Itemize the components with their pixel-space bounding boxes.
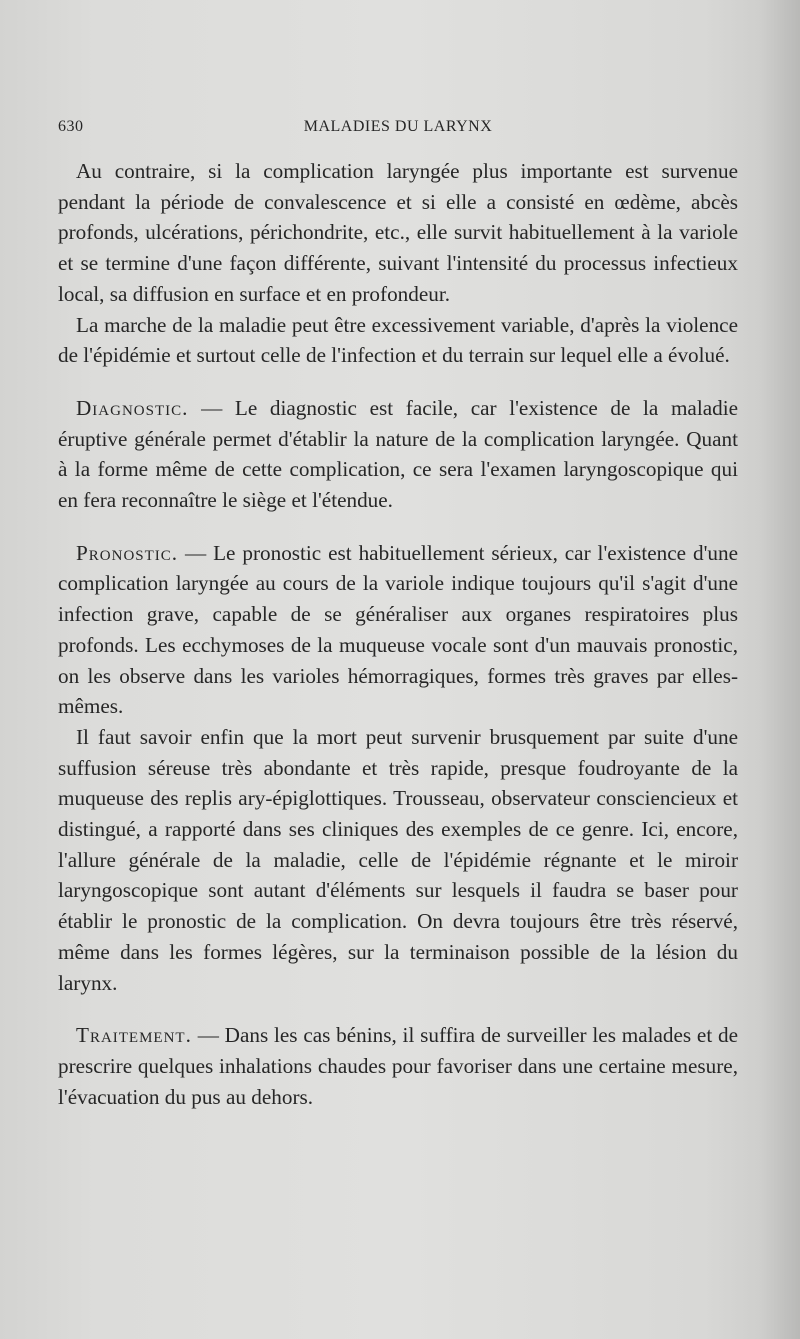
section-text-pronostic: — Le pronostic est habituellement sérieux, car l'existence d'une complication laryngée au cours de la variole indique toujours qu'il s'agit d'une infection grave, capable de se généraliser aux organes respiratoires plus profonds. Les ecchymoses de la muqueuse vocale sont d'un mauvais pronostic, on les observe dans les varioles hémorragiques, formes très graves par elles-mêmes. (58, 540, 738, 719)
section-heading-traitement: Traitement. (76, 1023, 192, 1048)
section-heading-pronostic: Pronostic. (76, 540, 179, 565)
page-number: 630 (58, 118, 84, 135)
body-text (58, 156, 738, 1112)
paragraph-marche: La marche de la maladie peut être excessivement variable, d'après la violence de l'épidémie et surtout celle de l'infection et du terrain sur lequel elle a évolué. (58, 312, 738, 368)
section-diagnostic (58, 393, 738, 516)
section-pronostic (58, 538, 738, 722)
running-title: MALADIES DU LARYNX (303, 118, 493, 135)
section-text-traitement: — Dans les cas bénins, il suffira de surveiller les malades et de prescrire quelques inhalations chaudes pour favoriser dans une certaine mesure, l'évacuation du pus au dehors. (58, 1023, 738, 1109)
section-text-diagnostic: — Le diagnostic est facile, car l'existence de la maladie éruptive générale permet d'établir la nature de la complication laryngée. Quant à la forme même de cette complication, ce sera l'examen laryngoscopique qui en fera reconnaître le siège et l'étendue. (58, 395, 738, 513)
section-heading-diagnostic: Diagnostic. (76, 395, 189, 420)
page-header (58, 118, 738, 140)
paragraph-mort-brusque: Il faut savoir enfin que la mort peut survenir brusquement par suite d'une suffusion séreuse très abondante et très rapide, presque foudroyante de la muqueuse des replis ary-épiglottiques. Trousseau, observateur consciencieux et distingué, a rapporté dans ses cliniques des exemples de ce genre. Ici, encore, l'allure générale de la maladie, celle de l'épidémie régnante et le miroir laryngoscopique sont autant d'éléments sur lesquels il faudra se baser pour établir le pronostic de la complication. On devra toujours être très réservé, même dans les formes légères, sur la terminaison possible de la lésion du larynx. (58, 724, 738, 995)
section-traitement (58, 1020, 738, 1112)
paragraph-complications: Au contraire, si la complication laryngée plus importante est survenue pendant la période de convalescence et si elle a consisté en œdème, abcès profonds, ulcérations, périchondrite, etc., elle survit habituellement à la variole et se termine d'une façon différente, suivant l'intensité du processus infectieux local, sa diffusion en surface et en profondeur. (58, 159, 738, 306)
